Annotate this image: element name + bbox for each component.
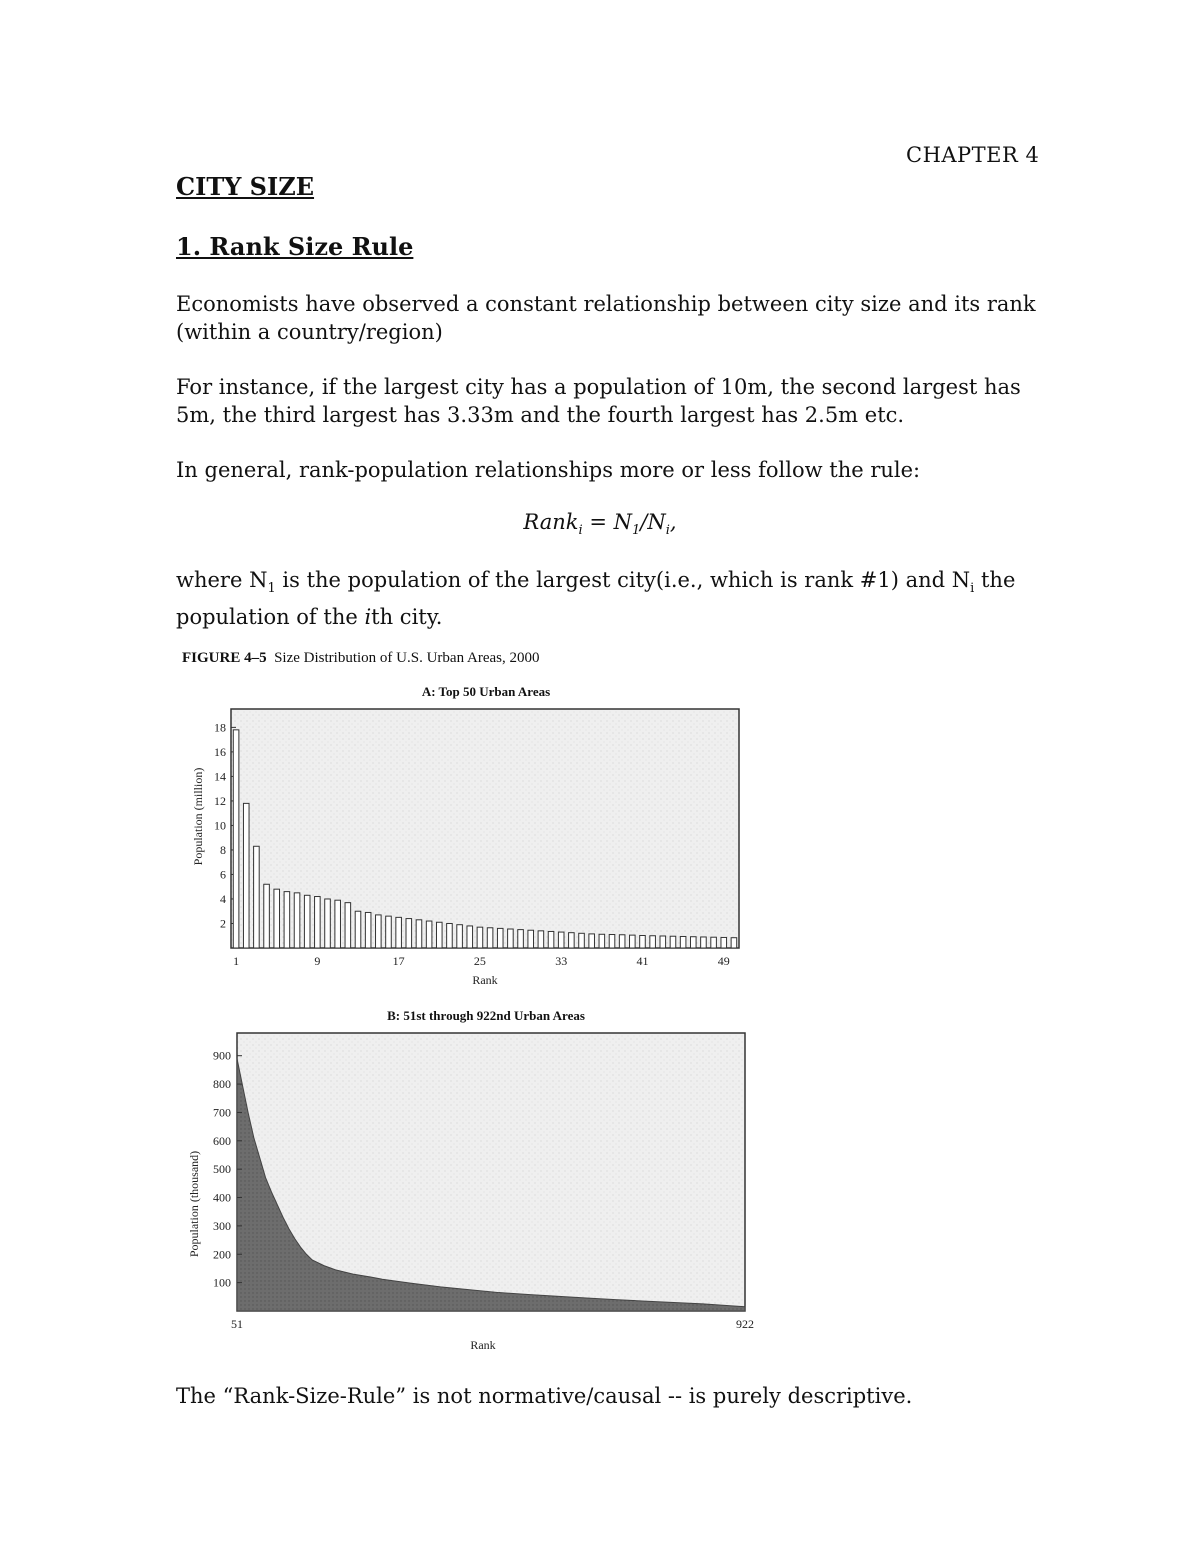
chart-a-bar bbox=[599, 934, 605, 948]
chart-a-ytick-label: 12 bbox=[214, 793, 226, 808]
formula-sub1: 1 bbox=[631, 523, 641, 539]
chart-a-bar bbox=[680, 936, 686, 948]
chart-a-bar bbox=[335, 900, 341, 948]
chart-a-bar bbox=[345, 903, 351, 948]
chart-a-bar bbox=[264, 884, 270, 948]
chart-a-bar bbox=[487, 928, 493, 948]
formula-slash: /N bbox=[640, 510, 666, 534]
chart-a-bar bbox=[457, 925, 463, 948]
p4-em-i: i bbox=[364, 605, 372, 630]
chart-b-xtick-label: 922 bbox=[736, 1317, 754, 1331]
chart-a-xtick-label: 9 bbox=[314, 954, 321, 968]
chart-a-bar bbox=[609, 935, 615, 948]
chart-a-bar bbox=[304, 895, 310, 948]
paragraph-3: In general, rank-population relationships more or less follow the rule: bbox=[176, 458, 921, 482]
paragraph-1: Economists have observed a constant relationship between city size and its rank (within a country/region) bbox=[176, 292, 1036, 344]
chart-a-ytick-label: 18 bbox=[214, 720, 226, 735]
p4-part-c: the population of the bbox=[176, 568, 1016, 630]
p4-part-d: th city. bbox=[371, 605, 443, 630]
p4-sub-1: 1 bbox=[267, 581, 276, 597]
paragraph-5: The “Rank-Size-Rule” is not normative/causal -- is purely descriptive. bbox=[176, 1384, 913, 1408]
formula-tail: , bbox=[669, 510, 677, 534]
figure-label: FIGURE 4–5 bbox=[182, 650, 267, 666]
chart-a-bar bbox=[640, 935, 646, 948]
chart-b-title: B: 51st through 922nd Urban Areas bbox=[387, 1008, 585, 1023]
chart-a-bar bbox=[731, 938, 737, 948]
chart-a-bar bbox=[548, 931, 554, 948]
p4-part-a: where N bbox=[176, 568, 268, 592]
chart-a-bar bbox=[426, 921, 432, 948]
chart-a-bar bbox=[630, 935, 636, 948]
chart-a-xtick-label: 41 bbox=[636, 954, 649, 968]
chart-a-ytick-label: 6 bbox=[220, 867, 226, 882]
chart-a-xlabel: Rank bbox=[472, 973, 498, 987]
chart-b-ytick-label: 900 bbox=[213, 1048, 231, 1063]
chapter-heading: CHAPTER 4 bbox=[906, 143, 1040, 167]
formula-lhs-sub: i bbox=[578, 523, 583, 539]
chart-a-bar bbox=[660, 936, 666, 948]
chart-a-bar bbox=[670, 936, 676, 948]
chart-a-bar bbox=[284, 892, 290, 948]
chart-a-bar bbox=[477, 927, 483, 948]
formula-sub2: i bbox=[665, 523, 670, 539]
chart-a-ytick-label: 4 bbox=[220, 891, 226, 906]
chart-a-bar bbox=[376, 915, 382, 948]
chart-a-bar bbox=[579, 933, 585, 948]
chart-b-ytick-label: 200 bbox=[213, 1247, 231, 1262]
chart-a-bar bbox=[538, 931, 544, 948]
chart-a-ytick-label: 8 bbox=[220, 842, 226, 857]
chart-b-ytick-label: 500 bbox=[213, 1162, 231, 1177]
chart-a-ytick-label: 16 bbox=[214, 744, 226, 759]
chart-a-bar bbox=[650, 936, 656, 948]
chart-a-bar bbox=[274, 889, 280, 948]
chart-a-xtick-label: 17 bbox=[392, 954, 405, 968]
section-heading: 1. Rank Size Rule bbox=[176, 232, 414, 261]
chart-a-ylabel: Population (million) bbox=[191, 767, 205, 866]
chart-a-bar bbox=[243, 803, 249, 948]
chart-a-bar bbox=[355, 911, 361, 948]
formula-lhs: Rank bbox=[523, 510, 579, 534]
page-title: CITY SIZE bbox=[176, 172, 315, 201]
p4-part-b: is the population of the largest city(i.e., which is rank #1) and N bbox=[275, 568, 971, 592]
chart-a-xtick-label: 25 bbox=[473, 954, 486, 968]
chart-a-bar bbox=[254, 846, 260, 948]
chart-a-bar bbox=[365, 912, 371, 948]
chart-b-xtick-label: 51 bbox=[231, 1317, 243, 1331]
chart-a-xtick-label: 1 bbox=[233, 954, 240, 968]
chart-a-title: A: Top 50 Urban Areas bbox=[421, 684, 551, 699]
chart-b-ytick-label: 100 bbox=[213, 1275, 231, 1290]
chart-a-bar bbox=[396, 917, 402, 948]
chart-a-bar bbox=[386, 916, 392, 948]
chart-a-ytick-label: 14 bbox=[214, 769, 226, 784]
chart-b-ylabel: Population (thousand) bbox=[187, 1150, 201, 1258]
chart-a-bar bbox=[467, 926, 473, 948]
chart-a-bar bbox=[558, 932, 564, 948]
chart-a-bar bbox=[721, 937, 727, 948]
chart-a-bar bbox=[315, 897, 321, 948]
chart-a-ytick-label: 10 bbox=[214, 818, 226, 833]
chart-a-bar bbox=[711, 937, 717, 948]
chart-a-bar bbox=[518, 930, 524, 948]
chart-a-bar bbox=[589, 934, 595, 948]
chart-a-bar bbox=[233, 730, 239, 948]
figure-caption-text: Size Distribution of U.S. Urban Areas, 2000 bbox=[274, 650, 540, 666]
chart-a-ytick-label: 2 bbox=[220, 916, 226, 931]
chart-a-bar bbox=[325, 899, 331, 948]
chart-a-bar bbox=[416, 920, 422, 948]
chart-a-bar bbox=[497, 928, 503, 948]
chart-b-ytick-label: 300 bbox=[213, 1218, 231, 1233]
chart-a-bar bbox=[508, 929, 514, 948]
chart-b-ytick-label: 700 bbox=[213, 1105, 231, 1120]
chart-b-ytick-label: 800 bbox=[213, 1077, 231, 1092]
chart-b-ytick-label: 600 bbox=[213, 1133, 231, 1148]
chart-a-bar bbox=[690, 937, 696, 948]
chart-a-bar bbox=[528, 930, 534, 948]
chart-a-bar bbox=[294, 893, 300, 948]
chart-a-bar bbox=[701, 937, 707, 948]
chart-a-bar bbox=[619, 935, 625, 948]
chart-a-xtick-label: 33 bbox=[555, 954, 568, 968]
p4-sub-i: i bbox=[970, 581, 975, 597]
chart-a-bar bbox=[406, 919, 412, 948]
chart-a-bar bbox=[436, 922, 442, 948]
chart-b-xlabel: Rank bbox=[470, 1338, 496, 1352]
chart-a-bar bbox=[569, 933, 575, 948]
chart-a-xtick-label: 49 bbox=[717, 954, 730, 968]
formula-eq: = N bbox=[582, 510, 632, 534]
paragraph-2: For instance, if the largest city has a population of 10m, the second largest has 5m, the third largest has 3.33m and the fourth largest has 2.5m etc. bbox=[176, 375, 1021, 427]
chart-a-bar bbox=[447, 923, 453, 948]
chart-b-ytick-label: 400 bbox=[213, 1190, 231, 1205]
